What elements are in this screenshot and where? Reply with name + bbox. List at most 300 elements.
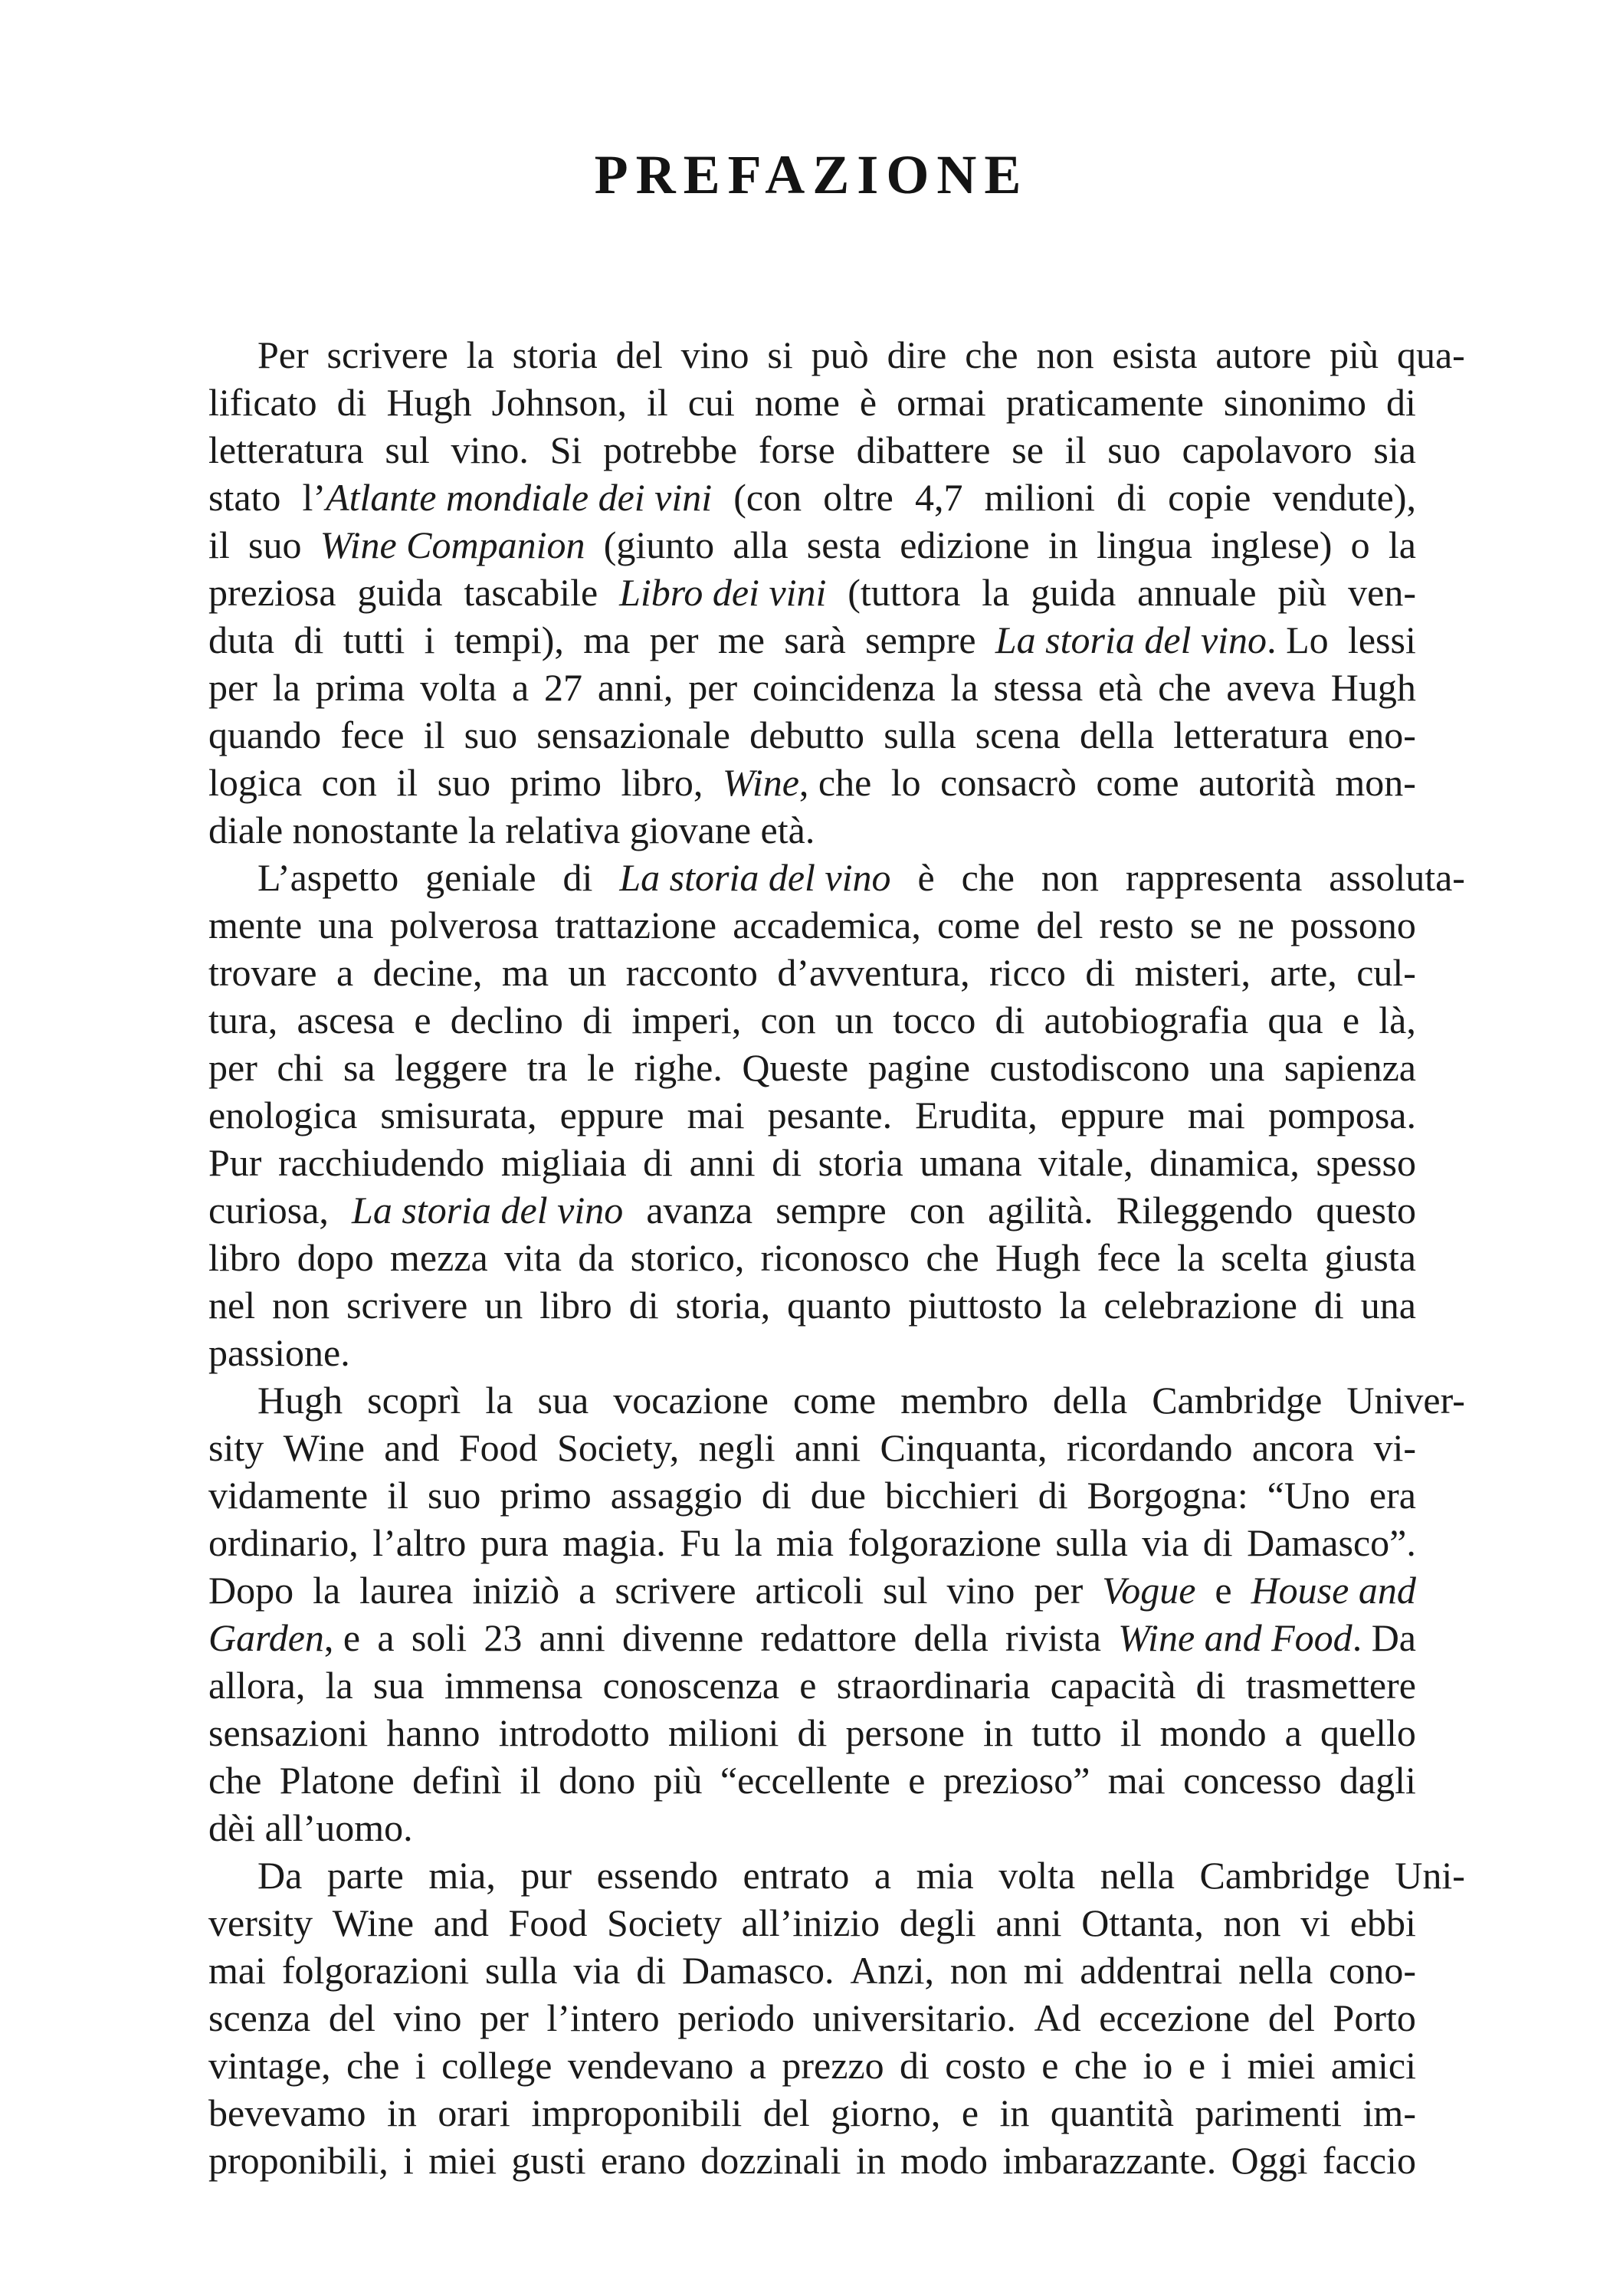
word: celebrazione xyxy=(1103,1284,1297,1327)
word: ricordando xyxy=(1066,1426,1233,1469)
word: dono xyxy=(559,1759,636,1802)
word: eppure xyxy=(559,1094,664,1137)
word: a xyxy=(1284,1711,1302,1754)
word: scrivere xyxy=(346,1284,468,1327)
word: per xyxy=(688,666,738,709)
word: Ad xyxy=(1034,1996,1081,2039)
word: Johnson, xyxy=(491,381,627,424)
word: polverosa xyxy=(389,904,539,946)
word: Libro dei vini xyxy=(619,571,827,614)
word: in xyxy=(999,2091,1030,2134)
word: libro xyxy=(208,1236,281,1279)
text-line xyxy=(208,569,1416,616)
word: Wine xyxy=(332,1901,415,1944)
text-line xyxy=(208,521,1416,569)
text-line xyxy=(208,664,1416,711)
word: Oggi xyxy=(1231,2139,1308,2182)
word: dèi all’uomo. xyxy=(208,1806,413,1849)
word: Porto xyxy=(1333,1996,1416,2039)
text-line xyxy=(208,1661,1416,1709)
word: i xyxy=(415,2044,426,2087)
word: di xyxy=(1386,381,1416,424)
word: Cambridge xyxy=(1152,1379,1323,1422)
word: a xyxy=(377,1616,395,1659)
word: e xyxy=(799,1664,817,1707)
word: con xyxy=(321,761,377,804)
word: tascabile xyxy=(464,571,598,614)
word: la xyxy=(1388,523,1416,566)
word: scenza xyxy=(208,1996,311,2039)
word: Fu xyxy=(680,1521,720,1564)
word: versity xyxy=(208,1901,313,1944)
word: vino xyxy=(946,1569,1015,1612)
word: o xyxy=(1350,523,1370,566)
word: Borgogna: xyxy=(1087,1474,1248,1517)
word: edizione xyxy=(900,523,1030,566)
word: eccezione xyxy=(1099,1996,1251,2039)
word: gusti xyxy=(511,2139,586,2182)
word: tura, xyxy=(208,999,278,1041)
word: primo xyxy=(510,761,602,804)
word: lificato xyxy=(208,381,317,424)
text-line xyxy=(208,1091,1416,1139)
word: in xyxy=(1048,523,1078,566)
word: la xyxy=(272,666,300,709)
word: la xyxy=(485,1379,513,1422)
word: se xyxy=(1189,904,1222,946)
word: come xyxy=(792,1379,877,1422)
word: di xyxy=(995,999,1025,1041)
text-line xyxy=(208,1044,1416,1091)
word: capolavoro xyxy=(1182,428,1352,471)
word: suo xyxy=(248,523,302,566)
word: bicchieri xyxy=(884,1474,1019,1517)
word: anni, xyxy=(597,666,674,709)
word: tra xyxy=(526,1046,568,1089)
text-line xyxy=(208,759,1416,806)
paragraph xyxy=(208,1376,1465,1852)
word: della xyxy=(913,1616,989,1659)
word: un xyxy=(484,1284,523,1327)
word: parimenti xyxy=(1195,2091,1343,2134)
word: di xyxy=(1116,476,1147,519)
word: L’aspetto xyxy=(257,856,399,899)
word: amici xyxy=(1330,2044,1416,2087)
word: ebbi xyxy=(1349,1901,1416,1944)
word: trattazione xyxy=(555,904,717,946)
word: 27 xyxy=(543,666,582,709)
word: l’intero xyxy=(546,1996,660,2039)
word: copie xyxy=(1168,476,1251,519)
word: me xyxy=(717,618,765,661)
word: sensazioni xyxy=(208,1711,369,1754)
word: due xyxy=(810,1474,866,1517)
word: dire xyxy=(887,333,947,376)
word: ordinario, xyxy=(208,1521,359,1564)
word: miei xyxy=(1247,2044,1316,2087)
word: mon- xyxy=(1335,761,1416,804)
word: (con xyxy=(733,476,802,519)
word: sarà xyxy=(784,618,846,661)
word: divenne xyxy=(621,1616,744,1659)
word: di xyxy=(636,1949,667,1992)
word: enologica xyxy=(208,1094,358,1137)
word: faccio xyxy=(1322,2139,1416,2182)
word: decine, xyxy=(372,951,483,994)
word: rivista xyxy=(1005,1616,1101,1659)
word: pomposa. xyxy=(1267,1094,1416,1137)
word: allora, xyxy=(208,1664,306,1707)
word: oltre xyxy=(823,476,893,519)
word: vintage, xyxy=(208,2044,331,2087)
word: laurea xyxy=(359,1569,454,1612)
word: sulla xyxy=(884,713,956,756)
word: Hugh xyxy=(995,1236,1081,1279)
word: è xyxy=(859,381,877,424)
word: può xyxy=(811,333,869,376)
word: d’avventura, xyxy=(777,951,970,994)
word: che xyxy=(208,1759,262,1802)
word: primo xyxy=(500,1474,592,1517)
word: vendute), xyxy=(1272,476,1416,519)
word: folgorazioni xyxy=(281,1949,470,1992)
word: sity xyxy=(208,1426,264,1469)
word: trovare xyxy=(208,951,317,994)
word: lo xyxy=(890,761,921,804)
word: non xyxy=(1223,1901,1281,1944)
word: House and xyxy=(1251,1569,1416,1612)
word: il xyxy=(423,713,445,756)
word: si xyxy=(767,333,793,376)
word: e xyxy=(1215,1569,1232,1612)
word: Pur xyxy=(208,1141,262,1184)
word: umana xyxy=(920,1141,1022,1184)
word: in xyxy=(855,2139,886,2182)
word: sul xyxy=(883,1569,928,1612)
word: anni xyxy=(689,1141,756,1184)
word: storia xyxy=(512,333,598,376)
word: la xyxy=(313,1569,341,1612)
word: assaggio xyxy=(610,1474,743,1517)
text-line xyxy=(208,711,1416,759)
word: dozzinali xyxy=(700,2139,841,2182)
word: righe. xyxy=(634,1046,723,1089)
word: di xyxy=(628,1284,659,1327)
word: vidamente xyxy=(208,1474,369,1517)
word: all’inizio xyxy=(741,1901,880,1944)
word: mia xyxy=(775,1521,834,1564)
word: era xyxy=(1369,1474,1416,1517)
word: volta xyxy=(998,1854,1076,1897)
paragraph xyxy=(208,854,1465,1376)
word: sempre xyxy=(775,1189,887,1232)
word: una xyxy=(1360,1284,1416,1327)
word: come xyxy=(1096,761,1179,804)
word: la xyxy=(1059,1284,1087,1327)
word: Rileggendo xyxy=(1116,1189,1293,1232)
text-line xyxy=(208,379,1416,426)
word: quanto xyxy=(787,1284,892,1327)
word: tutti xyxy=(343,618,405,661)
word: via xyxy=(1142,1521,1189,1564)
word: là, xyxy=(1379,999,1416,1041)
word: nome xyxy=(754,381,840,424)
word: scena xyxy=(975,713,1061,756)
word: vi xyxy=(1300,1901,1331,1944)
word: del xyxy=(328,1996,375,2039)
word: più xyxy=(1277,571,1327,614)
word: “eccellente xyxy=(720,1759,890,1802)
word: smisurata, xyxy=(380,1094,537,1137)
text-line xyxy=(208,901,1416,949)
word: sulla xyxy=(1055,1521,1128,1564)
word: una xyxy=(318,904,374,946)
word: “Uno xyxy=(1267,1474,1350,1517)
word: inglese) xyxy=(1211,523,1333,566)
word: dibattere xyxy=(856,428,991,471)
word: hanno xyxy=(386,1711,480,1754)
word: and xyxy=(433,1901,489,1944)
word: per xyxy=(1034,1569,1084,1612)
word: della xyxy=(1079,713,1155,756)
word: folgorazione xyxy=(848,1521,1041,1564)
word: esista xyxy=(1112,333,1198,376)
word: sa xyxy=(343,1046,375,1089)
word: consacrò xyxy=(940,761,1077,804)
word: eno- xyxy=(1348,713,1416,756)
word: una xyxy=(1209,1046,1265,1089)
word: non xyxy=(1036,333,1094,376)
word: ma xyxy=(501,951,549,994)
word: storia, xyxy=(675,1284,771,1327)
word: dagli xyxy=(1339,1759,1416,1802)
word: lessi xyxy=(1347,618,1416,661)
word: un xyxy=(568,951,607,994)
word: articoli xyxy=(755,1569,864,1612)
word: Univer- xyxy=(1346,1379,1465,1422)
word: a xyxy=(579,1569,596,1612)
word: avanza xyxy=(646,1189,753,1232)
text-line xyxy=(208,949,1416,996)
word: ne xyxy=(1238,904,1274,946)
word: Food xyxy=(458,1426,538,1469)
word: misteri, xyxy=(1134,951,1251,994)
word: Cinquanta, xyxy=(880,1426,1048,1469)
word: le xyxy=(587,1046,615,1089)
word: scrivere xyxy=(615,1569,736,1612)
word: mi xyxy=(1023,1949,1064,1992)
word: soli xyxy=(411,1616,467,1659)
word: fece xyxy=(340,713,405,756)
paragraph xyxy=(208,1852,1465,2184)
word: la xyxy=(466,333,494,376)
word: che xyxy=(1074,2044,1128,2087)
word: anni xyxy=(539,1616,605,1659)
word: (giunto xyxy=(603,523,715,566)
word: Dopo xyxy=(208,1569,294,1612)
word: entrato xyxy=(743,1854,850,1897)
word: scoprì xyxy=(367,1379,461,1422)
word: non xyxy=(949,1949,1008,1992)
word: sulla xyxy=(485,1949,558,1992)
word: curiosa, xyxy=(208,1189,329,1232)
word: a xyxy=(874,1854,892,1897)
word: storia xyxy=(818,1141,903,1184)
word: 23 xyxy=(484,1616,523,1659)
word: un xyxy=(834,999,874,1041)
text-line xyxy=(208,806,1416,854)
word: potrebbe xyxy=(603,428,738,471)
word: magia. xyxy=(562,1521,666,1564)
word: Uni- xyxy=(1395,1854,1465,1897)
word: di xyxy=(1038,1474,1068,1517)
text-line xyxy=(208,1804,1416,1852)
word: letteratura xyxy=(208,428,364,471)
word: coincidenza xyxy=(752,666,936,709)
word: ascesa xyxy=(297,999,395,1041)
word: Vogue xyxy=(1102,1569,1196,1612)
word: rappresenta xyxy=(1125,856,1303,899)
word: Hugh xyxy=(386,381,472,424)
word: Per xyxy=(257,333,309,376)
word: ormai xyxy=(897,381,986,424)
word: orari xyxy=(438,2091,510,2134)
page-title: PREFAZIONE xyxy=(594,144,1029,205)
text-line xyxy=(208,1614,1416,1661)
word: periodo xyxy=(677,1996,795,2039)
word: la xyxy=(734,1521,762,1564)
word: età xyxy=(1097,666,1143,709)
word: di xyxy=(562,856,593,899)
word: 4,7 xyxy=(914,476,963,519)
word: cono- xyxy=(1329,1949,1416,1992)
word: ven- xyxy=(1348,571,1416,614)
word: racchiudendo xyxy=(277,1141,485,1184)
word: annuale xyxy=(1137,571,1257,614)
word: accademica, xyxy=(733,904,921,946)
word: giusta xyxy=(1324,1236,1416,1279)
word: milioni xyxy=(984,476,1096,519)
word: l’altro xyxy=(372,1521,467,1564)
text-line xyxy=(208,2137,1416,2184)
word: di xyxy=(1313,1284,1344,1327)
word: improponibili xyxy=(531,2091,743,2134)
word: la xyxy=(982,571,1010,614)
word: e xyxy=(1188,2044,1206,2087)
word: sapienza xyxy=(1284,1046,1416,1089)
word: milioni xyxy=(667,1711,779,1754)
word: mai xyxy=(208,1949,266,1992)
word: i xyxy=(403,2139,414,2182)
word: giorno, xyxy=(831,2091,941,2134)
word: logica xyxy=(208,761,303,804)
word: mai xyxy=(1107,1759,1166,1802)
word: il xyxy=(208,523,230,566)
word: trasmettere xyxy=(1245,1664,1416,1707)
word: di xyxy=(761,1474,792,1517)
word: membro xyxy=(900,1379,1028,1422)
word: Hugh xyxy=(1330,666,1416,709)
word: declino xyxy=(450,999,563,1041)
word: non xyxy=(1041,856,1099,899)
word: di xyxy=(643,1141,674,1184)
word: Anzi, xyxy=(850,1949,935,1992)
word: suo xyxy=(437,761,491,804)
word: di xyxy=(336,381,367,424)
word: conoscenza xyxy=(602,1664,780,1707)
word: Damasco. xyxy=(681,1949,834,1992)
word: Ottanta, xyxy=(1081,1901,1204,1944)
word: del xyxy=(615,333,663,376)
word: non xyxy=(272,1284,330,1327)
word: che xyxy=(1158,666,1212,709)
word: di xyxy=(1195,1664,1226,1707)
word: definì xyxy=(412,1759,502,1802)
word: introdotto xyxy=(498,1711,650,1754)
word: autobiografia xyxy=(1044,999,1249,1041)
word: di xyxy=(797,1711,828,1754)
text-line xyxy=(208,2089,1416,2137)
word: erano xyxy=(600,2139,686,2182)
word: fece xyxy=(1097,1236,1161,1279)
word: il xyxy=(646,381,668,424)
word: i xyxy=(1221,2044,1232,2087)
word: geniale xyxy=(425,856,536,899)
word: che xyxy=(926,1236,979,1279)
paragraph xyxy=(208,331,1465,854)
word: immensa xyxy=(444,1664,583,1707)
word: e xyxy=(908,1759,926,1802)
text-line xyxy=(208,1234,1416,1281)
word: di xyxy=(1202,1521,1233,1564)
word: iniziò xyxy=(472,1569,560,1612)
word: mente xyxy=(208,904,303,946)
word: mondo xyxy=(1159,1711,1267,1754)
text-line xyxy=(208,1899,1416,1947)
word: suo xyxy=(427,1474,481,1517)
word: storico, xyxy=(630,1236,745,1279)
word: migliaia xyxy=(500,1141,627,1184)
word: dinamica, xyxy=(1149,1141,1300,1184)
word: imperi, xyxy=(631,999,742,1041)
word: stato xyxy=(208,476,281,519)
word: con xyxy=(760,999,816,1041)
word: im- xyxy=(1362,2091,1416,2134)
word: letteratura xyxy=(1173,713,1329,756)
word: Society xyxy=(607,1901,722,1944)
word: mia, xyxy=(428,1854,496,1897)
word: autore xyxy=(1215,333,1312,376)
word: anni xyxy=(995,1901,1062,1944)
word: assoluta- xyxy=(1329,856,1465,899)
word: Da xyxy=(257,1854,303,1897)
word: prezioso” xyxy=(943,1759,1090,1802)
word: di xyxy=(582,999,613,1041)
word: vi- xyxy=(1373,1426,1416,1469)
word: a xyxy=(749,2044,766,2087)
word: essendo xyxy=(596,1854,718,1897)
word: libro xyxy=(539,1284,612,1327)
word: custodiscono xyxy=(989,1046,1190,1089)
word: in xyxy=(983,1711,1013,1754)
word: suo xyxy=(1107,428,1161,471)
word: chi xyxy=(277,1046,324,1089)
word: del xyxy=(762,2091,810,2134)
word: del xyxy=(1267,1996,1315,2039)
text-line xyxy=(208,1519,1416,1566)
word: via xyxy=(573,1949,621,1992)
word: in xyxy=(386,2091,417,2134)
